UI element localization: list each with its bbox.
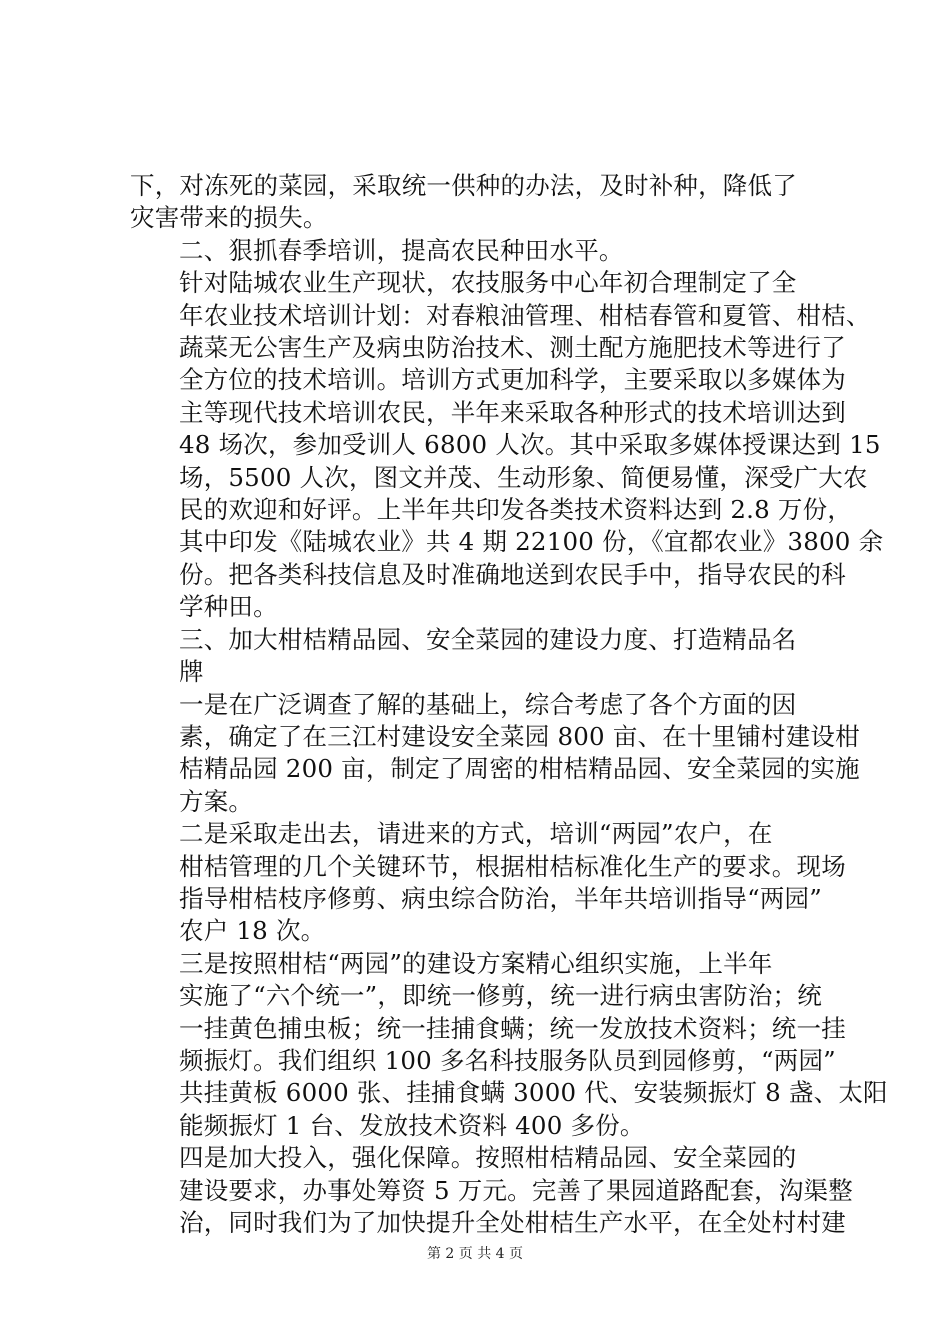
paragraph-line: 下，对冻死的菜园，采取统一供种的办法，及时补种，降低了 [130,171,797,200]
paragraph-line: 年农业技术培训计划：对春粮油管理、柑桔春管和夏管、柑桔、 [179,300,871,330]
paragraph-line: 建设要求，办事处筹资 5 万元。完善了果园道路配套，沟渠整 [179,1175,853,1205]
paragraph-line: 素，确定了在三江村建设安全菜园 800 亩、在十里铺村建设柑 [179,721,860,751]
paragraph-line: 民的欢迎和好评。上半年共印发各类技术资料达到 2.8 万份， [179,495,853,525]
paragraph-line: 方案。 [179,786,254,816]
paragraph-line: 灾害带来的损失。 [130,203,328,233]
paragraph-line: 实施了“六个统一”，即统一修剪，统一进行病虫害防治；统 [179,981,822,1011]
paragraph-line: 48 场次，参加受训人 6800 人次。其中采取多媒体授课达到 15 [179,430,881,460]
paragraph-line: 能频振灯 1 台、发放技术资料 400 多份。 [179,1110,645,1140]
paragraph [130,235,830,267]
paragraph-line: 四是加大投入，强化保障。按照柑桔精品园、安全菜园的 [179,1143,797,1173]
paragraph [130,267,884,623]
paragraph-line: 学种田。 [179,592,278,622]
paragraph-line: 二、狠抓春季培训，提高农民种田水平。 [179,235,624,265]
paragraph-line: 三是按照柑桔“两园”的建设方案精心组织实施，上半年 [179,948,773,978]
paragraph-line: 频振灯。我们组织 100 多名科技服务队员到园修剪，“两园” [179,1045,836,1075]
page-footer: 第 2 页 共 4 页 [426,1246,524,1262]
paragraph-line: 柑桔管理的几个关键环节，根据柑桔标准化生产的要求。现场 [179,851,846,881]
paragraph [130,689,860,819]
paragraph [130,170,830,235]
paragraph [130,624,830,689]
paragraph-line: 场，5500 人次，图文并茂、生动形象、简便易懂，深受广大农 [179,462,868,492]
paragraph-line: 牌 [179,657,204,687]
document-body [130,170,888,1239]
paragraph-line: 一是在广泛调查了解的基础上，综合考虑了各个方面的因 [179,689,797,719]
paragraph [130,1142,853,1239]
paragraph-line: 份。把各类科技信息及时准确地送到农民手中，指导农民的科 [179,559,846,589]
paragraph-line: 桔精品园 200 亩，制定了周密的柑桔精品园、安全菜园的实施 [179,754,860,784]
paragraph-line: 主等现代技术培训农民，半年来采取各种形式的技术培训达到 [179,397,846,427]
paragraph-line: 针对陆城农业生产现状，农技服务中心年初合理制定了全 [179,268,797,298]
paragraph-line: 治，同时我们为了加快提升全处柑桔生产水平，在全处村村建 [179,1208,846,1237]
paragraph-line: 蔬菜无公害生产及病虫防治技术、测土配方施肥技术等进行了 [179,333,846,363]
paragraph-line: 共挂黄板 6000 张、挂捕食螨 3000 代、安装频振灯 8 盏、太阳 [179,1078,888,1108]
paragraph [130,818,846,948]
paragraph-line: 全方位的技术培训。培训方式更加科学，主要采取以多媒体为 [179,365,846,395]
paragraph-line: 一挂黄色捕虫板；统一挂捕食螨；统一发放技术资料；统一挂 [179,1013,846,1043]
paragraph [130,948,888,1142]
paragraph-line: 二是采取走出去，请进来的方式，培训“两园”农户，在 [179,819,773,849]
paragraph-line: 农户 18 次。 [179,916,326,946]
paragraph-line: 三、加大柑桔精品园、安全菜园的建设力度、打造精品名 [179,624,797,654]
paragraph-line: 其中印发《陆城农业》共 4 期 22100 份，《宜都农业》3800 余 [179,527,884,557]
paragraph-line: 指导柑桔枝序修剪、病虫综合防治，半年共培训指导“两园” [179,883,822,913]
